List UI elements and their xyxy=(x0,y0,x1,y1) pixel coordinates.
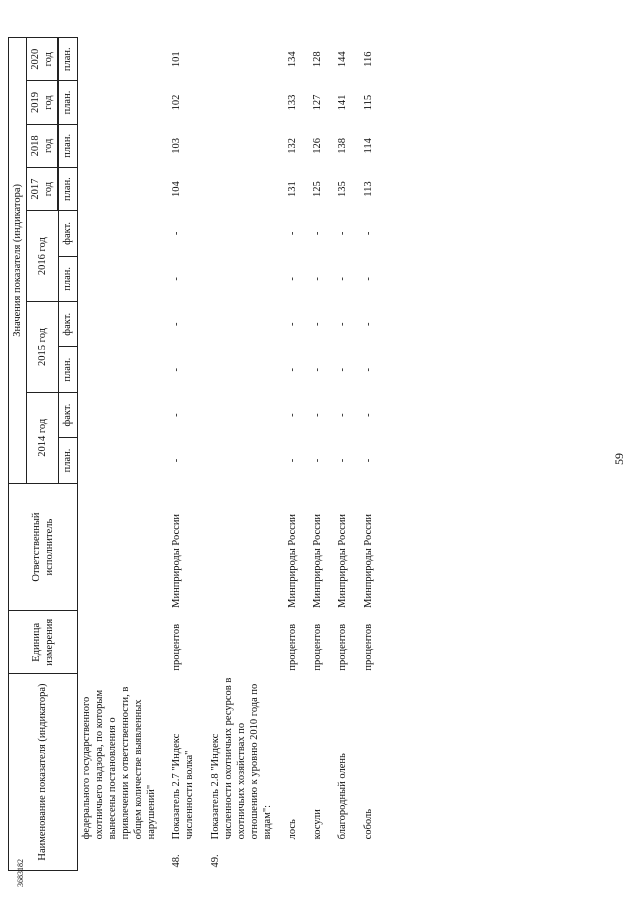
row-number xyxy=(352,842,377,870)
row-unit: процентов xyxy=(312,623,324,671)
row-value: - xyxy=(362,367,374,372)
row-exec: Минприроды России xyxy=(171,513,183,608)
row-value: 126 xyxy=(312,137,324,154)
header-plan: план. xyxy=(59,438,77,483)
row-value: 102 xyxy=(171,94,183,111)
row-value: - xyxy=(171,413,183,417)
row-value: - xyxy=(287,322,299,327)
row-value xyxy=(199,347,277,392)
header-year-2020: 2020 год xyxy=(27,38,58,81)
row-number: 49. xyxy=(209,854,221,868)
header-year-2018: 2018 год xyxy=(27,124,58,167)
header-year-2019: 2019 год xyxy=(27,81,58,124)
row-exec: Минприроды России xyxy=(312,513,324,608)
row-value: 141 xyxy=(337,94,349,111)
row-value: - xyxy=(171,231,183,236)
row-value xyxy=(199,124,277,167)
row-value: - xyxy=(362,413,374,417)
header-plan: план. xyxy=(59,124,77,167)
row-name: косули xyxy=(312,809,324,840)
row-value xyxy=(199,392,277,437)
header-year-2015: 2015 год xyxy=(27,302,59,393)
row-value: - xyxy=(287,231,299,236)
row-value: 113 xyxy=(362,181,374,197)
page-number: 59 xyxy=(612,453,626,465)
row-value: 114 xyxy=(362,138,374,154)
row-unit xyxy=(199,611,277,674)
row-value: 127 xyxy=(312,94,324,111)
row-value: 132 xyxy=(287,137,299,154)
row-value xyxy=(77,302,160,347)
row-value: - xyxy=(337,322,349,327)
row-value: - xyxy=(171,458,183,463)
row-value: - xyxy=(312,277,324,281)
row-value: - xyxy=(171,277,183,281)
row-value: 134 xyxy=(287,51,299,68)
header-plan: план. xyxy=(59,81,77,124)
row-exec xyxy=(199,483,277,611)
row-value: - xyxy=(287,458,299,463)
row-value: - xyxy=(287,413,299,417)
row-value: - xyxy=(287,367,299,372)
table-row xyxy=(301,38,326,871)
header-fact: факт. xyxy=(59,211,77,256)
table-row xyxy=(352,38,377,871)
row-value: - xyxy=(171,367,183,372)
row-value: - xyxy=(337,458,349,463)
row-value xyxy=(199,81,277,124)
row-value: - xyxy=(337,231,349,236)
row-number xyxy=(77,842,160,870)
table-row xyxy=(276,38,301,871)
header-unit: Единица измерения xyxy=(9,611,78,674)
row-value xyxy=(77,211,160,256)
row-value: - xyxy=(312,322,324,327)
row-value xyxy=(77,347,160,392)
row-number xyxy=(276,842,301,870)
table-row xyxy=(160,38,198,871)
row-unit xyxy=(77,611,160,674)
row-value xyxy=(77,38,160,81)
row-value: 103 xyxy=(171,137,183,154)
header-values: Значения показателя (индикатора) xyxy=(9,38,27,484)
header-year-2017: 2017 год xyxy=(27,167,58,210)
row-value: - xyxy=(337,367,349,372)
header-fact: факт. xyxy=(59,392,77,437)
row-value: - xyxy=(287,277,299,281)
row-unit: процентов xyxy=(171,623,183,671)
row-value: 125 xyxy=(312,181,324,197)
row-value: 101 xyxy=(171,51,183,68)
table-row xyxy=(199,38,277,871)
row-value xyxy=(77,438,160,483)
row-name: Показатель 2.8 "Индекс численности охотничьих ресурсов в охотничьих хозяйствах по отношению к уровню 2010 года по видам": xyxy=(209,677,273,840)
row-value: - xyxy=(171,322,183,327)
indicator-table xyxy=(8,37,377,871)
row-exec: Минприроды России xyxy=(362,513,374,608)
row-value: - xyxy=(312,367,324,372)
row-value: - xyxy=(337,413,349,417)
row-value xyxy=(199,167,277,210)
row-value: 128 xyxy=(312,51,324,68)
row-value: - xyxy=(312,458,324,463)
header-name: Наименование показателя (индикатора) xyxy=(9,674,78,871)
row-value: 135 xyxy=(337,181,349,197)
table-row xyxy=(77,38,160,871)
row-value: 138 xyxy=(337,137,349,154)
row-exec: Минприроды России xyxy=(287,513,299,608)
document-stamp: 3683182 xyxy=(16,859,25,887)
row-value xyxy=(77,124,160,167)
row-value: 144 xyxy=(337,51,349,68)
header-plan: план. xyxy=(59,256,77,301)
row-number xyxy=(326,842,351,870)
row-value xyxy=(199,256,277,301)
row-value xyxy=(77,256,160,301)
row-name: соболь xyxy=(362,808,374,840)
row-value: - xyxy=(312,231,324,236)
row-value xyxy=(199,211,277,256)
row-exec xyxy=(77,483,160,611)
row-number: 48. xyxy=(171,854,183,868)
row-value: 116 xyxy=(362,51,374,67)
header-plan: план. xyxy=(59,167,77,210)
row-value: - xyxy=(362,458,374,463)
row-value: 133 xyxy=(287,94,299,111)
row-value: - xyxy=(337,277,349,281)
header-year-2014: 2014 год xyxy=(27,392,59,483)
row-value: 104 xyxy=(171,181,183,197)
row-value: 131 xyxy=(287,181,299,197)
row-unit: процентов xyxy=(287,623,299,671)
header-fact: факт. xyxy=(59,302,77,347)
row-value: - xyxy=(362,322,374,327)
row-name: благородный олень xyxy=(337,753,349,840)
row-value xyxy=(199,438,277,483)
row-value: - xyxy=(362,277,374,281)
row-value xyxy=(77,392,160,437)
row-value: - xyxy=(362,231,374,236)
row-name: федерального государственного охотничьего надзора, по которым вынесены постановления о привлечении к ответственности, в общем количестве выявленных нарушений" xyxy=(80,686,158,840)
row-name: Показатель 2.7 "Индекс численности волка" xyxy=(171,733,196,840)
header-exec: Ответственный исполнитель xyxy=(9,483,78,611)
row-unit: процентов xyxy=(362,623,374,671)
row-value: - xyxy=(312,413,324,417)
header-plan: план. xyxy=(59,38,77,81)
row-value xyxy=(199,302,277,347)
row-value xyxy=(77,81,160,124)
row-value xyxy=(199,38,277,81)
row-name: лось xyxy=(287,819,299,840)
row-value xyxy=(77,167,160,210)
row-value: 115 xyxy=(362,94,374,111)
table-row xyxy=(326,38,351,871)
row-unit: процентов xyxy=(337,623,349,671)
row-number xyxy=(301,842,326,870)
header-plan: план. xyxy=(59,347,77,392)
header-year-2016: 2016 год xyxy=(27,211,59,302)
row-exec: Минприроды России xyxy=(337,513,349,608)
